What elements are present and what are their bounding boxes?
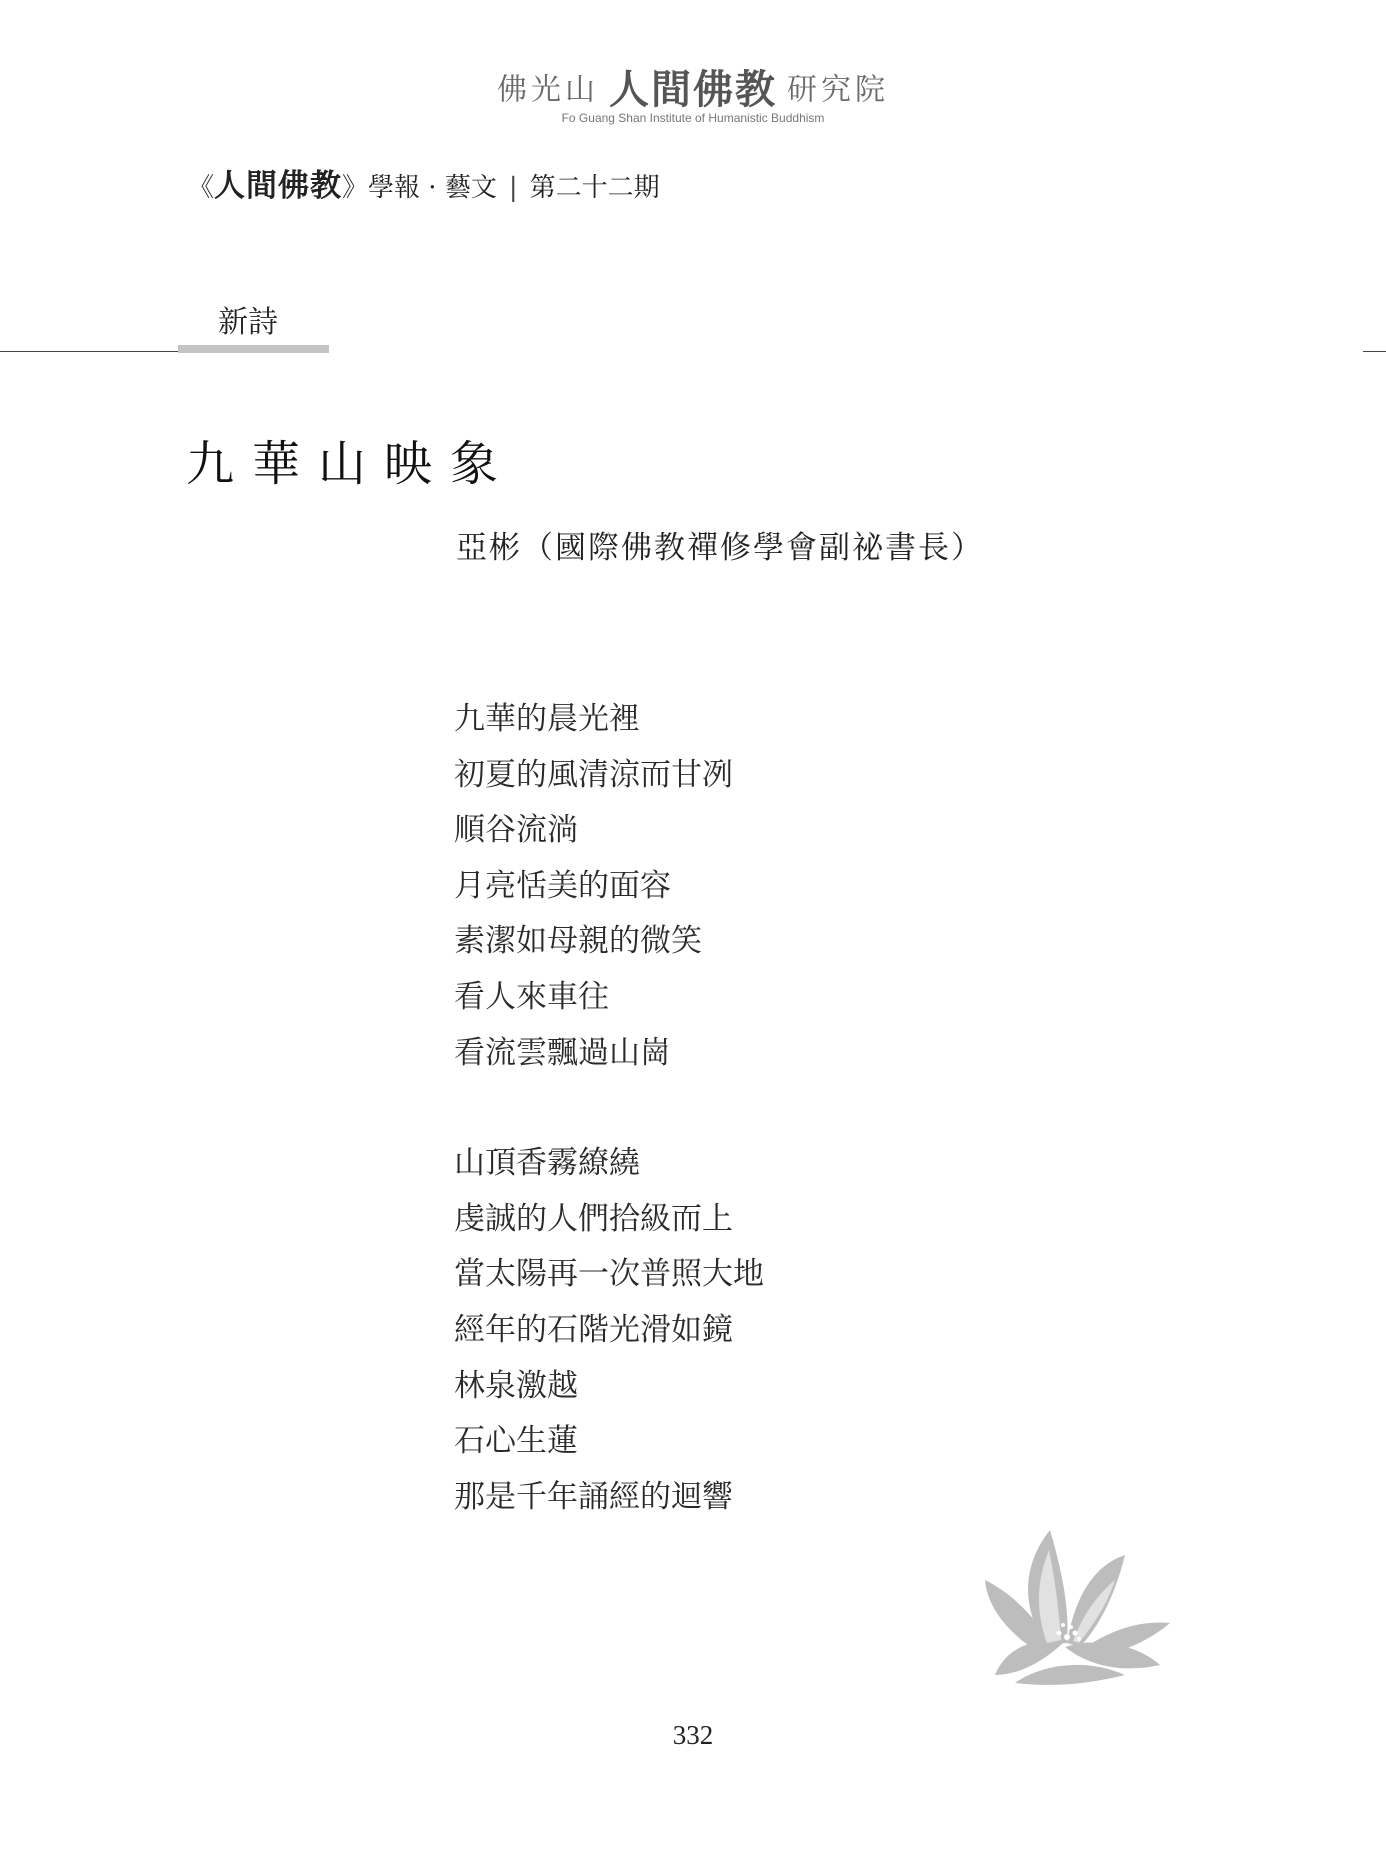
poem-line: 素潔如母親的微笑 bbox=[454, 923, 702, 960]
poem-title: 九華山映象 bbox=[186, 436, 517, 492]
stanza-2 bbox=[454, 1136, 764, 1525]
poem-line: 順谷流淌 bbox=[454, 812, 578, 849]
poem-line: 那是千年誦經的迴響 bbox=[454, 1478, 733, 1515]
stanza-1 bbox=[454, 692, 764, 1081]
poem-body bbox=[454, 692, 764, 1580]
institute-prefix: 佛光山 bbox=[497, 72, 599, 108]
institute-brand: 人間佛教 bbox=[609, 66, 777, 113]
section-underline bbox=[178, 345, 329, 353]
institute-suffix: 研究院 bbox=[787, 72, 889, 108]
poem-line: 經年的石階光滑如鏡 bbox=[454, 1311, 733, 1348]
poem-line: 林泉激越 bbox=[454, 1367, 578, 1404]
lotus-icon bbox=[975, 1525, 1175, 1685]
journal-separator: | bbox=[508, 173, 518, 203]
section-label: 新詩 bbox=[218, 305, 278, 340]
institute-english-name: Fo Guang Shan Institute of Humanistic Buddhism bbox=[561, 111, 825, 125]
poem-line: 看人來車往 bbox=[454, 978, 609, 1015]
journal-name: 學報 · 藝文 bbox=[368, 173, 497, 203]
section-divider-right bbox=[1363, 351, 1386, 352]
page-number: 332 bbox=[672, 1720, 714, 1750]
poem-line: 山頂香霧繚繞 bbox=[454, 1145, 640, 1182]
journal-open-bracket: 《 bbox=[188, 173, 215, 203]
poem-author: 亞彬（國際佛教禪修學會副祕書長） bbox=[456, 530, 984, 566]
poem-line: 當太陽再一次普照大地 bbox=[454, 1256, 764, 1293]
poem-line: 虔誠的人們拾級而上 bbox=[454, 1200, 733, 1237]
journal-header bbox=[188, 160, 660, 205]
institute-header bbox=[0, 58, 1386, 115]
poem-line: 九華的晨光裡 bbox=[454, 701, 640, 737]
poem-line: 初夏的風清涼而甘冽 bbox=[454, 756, 733, 793]
poem-line: 看流雲飄過山崗 bbox=[454, 1034, 671, 1071]
poem-line: 月亮恬美的面容 bbox=[454, 867, 671, 904]
poem-line: 石心生蓮 bbox=[454, 1423, 578, 1460]
journal-issue: 第二十二期 bbox=[529, 173, 660, 203]
journal-close-bracket: 》 bbox=[342, 173, 369, 203]
journal-brand: 人間佛教 bbox=[214, 168, 343, 204]
